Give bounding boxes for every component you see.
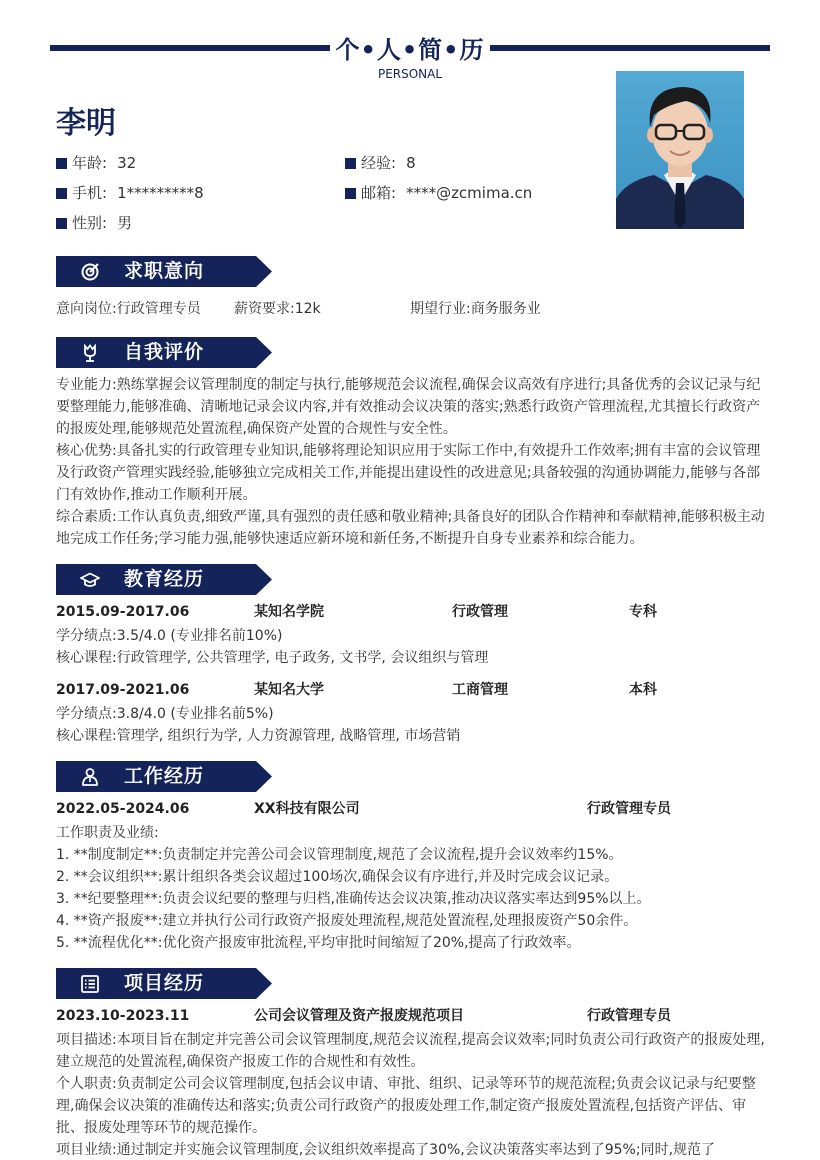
project-name: 公司会议管理及资产报废规范项目 — [254, 1008, 464, 1024]
project-period: 2023.10-2023.11 — [56, 1008, 190, 1024]
age-label: 年龄: — [72, 154, 108, 172]
section-header-self-eval — [56, 337, 272, 368]
profile-photo — [616, 71, 744, 229]
tulip-icon — [80, 343, 100, 363]
info-age — [56, 152, 136, 174]
edu-2-courses: 核心课程:管理学, 组织行为学, 人力资源管理, 战略管理, 市场营销 — [56, 728, 461, 744]
section-header-work — [56, 761, 272, 792]
edu-2-degree: 本科 — [629, 682, 657, 698]
page-subtitle: PERSONAL — [377, 67, 443, 81]
section-header-intent — [56, 256, 272, 287]
section-title-self-eval: 自我评价 — [124, 341, 205, 363]
section-header-project — [56, 968, 272, 999]
gender-value: 男 — [117, 214, 133, 232]
email-value[interactable]: ****@zcmima.cn — [406, 184, 533, 202]
project-duty: 个人职责:负责制定公司会议管理制度,包括会议申请、审批、组织、记录等环节的规范流程;负责会议记录与纪要整理,确保会议决策的准确传达和落实;负责公司行政资产的报废处理工作,制定资产报废处置流程,包括资产评估、审批、报废处理等环节的规范操作。 — [56, 1076, 756, 1136]
bullet-square-icon — [345, 158, 356, 169]
candidate-name: 李明 — [56, 106, 116, 141]
edu-1-gpa: 学分绩点:3.5/4.0 (专业排名前10%) — [56, 628, 283, 644]
section-title-project: 项目经历 — [124, 972, 205, 994]
work-line-4: 4. **资产报废**:建立并执行公司行政资产报废处理流程,规范处置流程,处理报废资产50余件。 — [56, 913, 638, 929]
bullet-square-icon — [56, 218, 67, 229]
edu-1-degree: 专科 — [629, 604, 657, 620]
self-eval-advantage: 核心优势:具备扎实的行政管理专业知识,能够将理论知识应用于实际工作中,有效提升工作效率;拥有丰富的会议管理及行政资产管理实践经验,能够独立完成相关工作,并能提出建设性的改进意见;具备较强的沟通协调能力,能够与各部门有效协作,推动工作顺利开展。 — [56, 443, 761, 503]
project-result: 项目业绩:通过制定并实施会议管理制度,会议组织效率提高了30%,会议决策落实率达到了95%;同时,规范了 — [56, 1142, 716, 1158]
phone-label: 手机: — [72, 184, 108, 202]
header-bar-right — [490, 45, 770, 51]
section-title-education: 教育经历 — [124, 568, 205, 590]
work-line-2: 2. **会议组织**:累计组织各类会议超过100场次,确保会议有序进行,并及时完成会议记录。 — [56, 869, 619, 885]
age-value: 32 — [117, 154, 137, 172]
intent-salary: 薪资要求:12k — [234, 301, 321, 317]
info-experience — [345, 152, 416, 174]
bullet-square-icon — [56, 188, 67, 199]
header-bar-left — [50, 45, 330, 51]
edu-1-major: 行政管理 — [452, 604, 508, 620]
experience-value: 8 — [406, 154, 416, 172]
bullet-square-icon — [56, 158, 67, 169]
work-company: XX科技有限公司 — [254, 801, 360, 817]
email-label: 邮箱: — [361, 184, 397, 202]
edu-1-period: 2015.09-2017.06 — [56, 604, 190, 620]
person-icon — [80, 767, 100, 787]
page-title: 个•人•简•历 — [335, 36, 485, 64]
edu-2-gpa: 学分绩点:3.8/4.0 (专业排名前5%) — [56, 706, 274, 722]
section-title-intent: 求职意向 — [124, 260, 205, 282]
work-intro: 工作职责及业绩: — [56, 825, 159, 841]
work-line-5: 5. **流程优化**:优化资产报废审批流程,平均审批时间缩短了20%,提高了行政效率。 — [56, 935, 581, 951]
experience-label: 经验: — [361, 154, 397, 172]
list-icon — [80, 974, 100, 994]
work-line-1: 1. **制度制定**:负责制定并完善公司会议管理制度,规范了会议流程,提升会议效率约15%。 — [56, 847, 623, 863]
graduation-cap-icon — [80, 570, 100, 590]
info-email — [345, 182, 532, 204]
self-eval-professional: 专业能力:熟练掌握会议管理制度的制定与执行,能够规范会议流程,确保会议高效有序进行;具备优秀的会议记录与纪要整理能力,能够准确、清晰地记录会议内容,并有效推动会议决策的落实;熟悉行政资产管理流程,尤其擅长行政资产的报废处理,能够规范处置流程,确保资产处置的合规性与安全性。 — [56, 377, 761, 437]
section-title-work: 工作经历 — [124, 765, 205, 787]
target-icon — [80, 262, 100, 282]
edu-2-major: 工商管理 — [452, 682, 508, 698]
intent-position: 意向岗位:行政管理专员 — [56, 301, 201, 317]
edu-2-period: 2017.09-2021.06 — [56, 682, 190, 698]
work-period: 2022.05-2024.06 — [56, 801, 190, 817]
gender-label: 性别: — [72, 214, 108, 232]
edu-1-school: 某知名学院 — [254, 604, 324, 620]
self-eval-quality: 综合素质:工作认真负责,细致严谨,具有强烈的责任感和敬业精神;具备良好的团队合作精神和奉献精神,能够积极主动地完成工作任务;学习能力强,能够快速适应新环境和新任务,不断提升自身专业素养和综合能力。 — [56, 509, 765, 547]
work-role: 行政管理专员 — [587, 801, 671, 817]
section-header-education — [56, 564, 272, 595]
project-role: 行政管理专员 — [587, 1008, 671, 1024]
intent-industry: 期望行业:商务服务业 — [410, 301, 541, 317]
edu-2-school: 某知名大学 — [254, 682, 324, 698]
info-phone — [56, 182, 204, 204]
bullet-square-icon — [345, 188, 356, 199]
info-gender — [56, 212, 132, 234]
project-description: 项目描述:本项目旨在制定并完善公司会议管理制度,规范会议流程,提高会议效率;同时负责公司行政资产的报废处理,建立规范的处置流程,确保资产报废工作的合规性和有效性。 — [56, 1032, 765, 1070]
phone-value: 1*********8 — [117, 184, 204, 202]
work-line-3: 3. **纪要整理**:负责会议纪要的整理与归档,准确传达会议决策,推动决议落实率达到95%以上。 — [56, 891, 651, 907]
edu-1-courses: 核心课程:行政管理学, 公共管理学, 电子政务, 文书学, 会议组织与管理 — [56, 650, 489, 666]
